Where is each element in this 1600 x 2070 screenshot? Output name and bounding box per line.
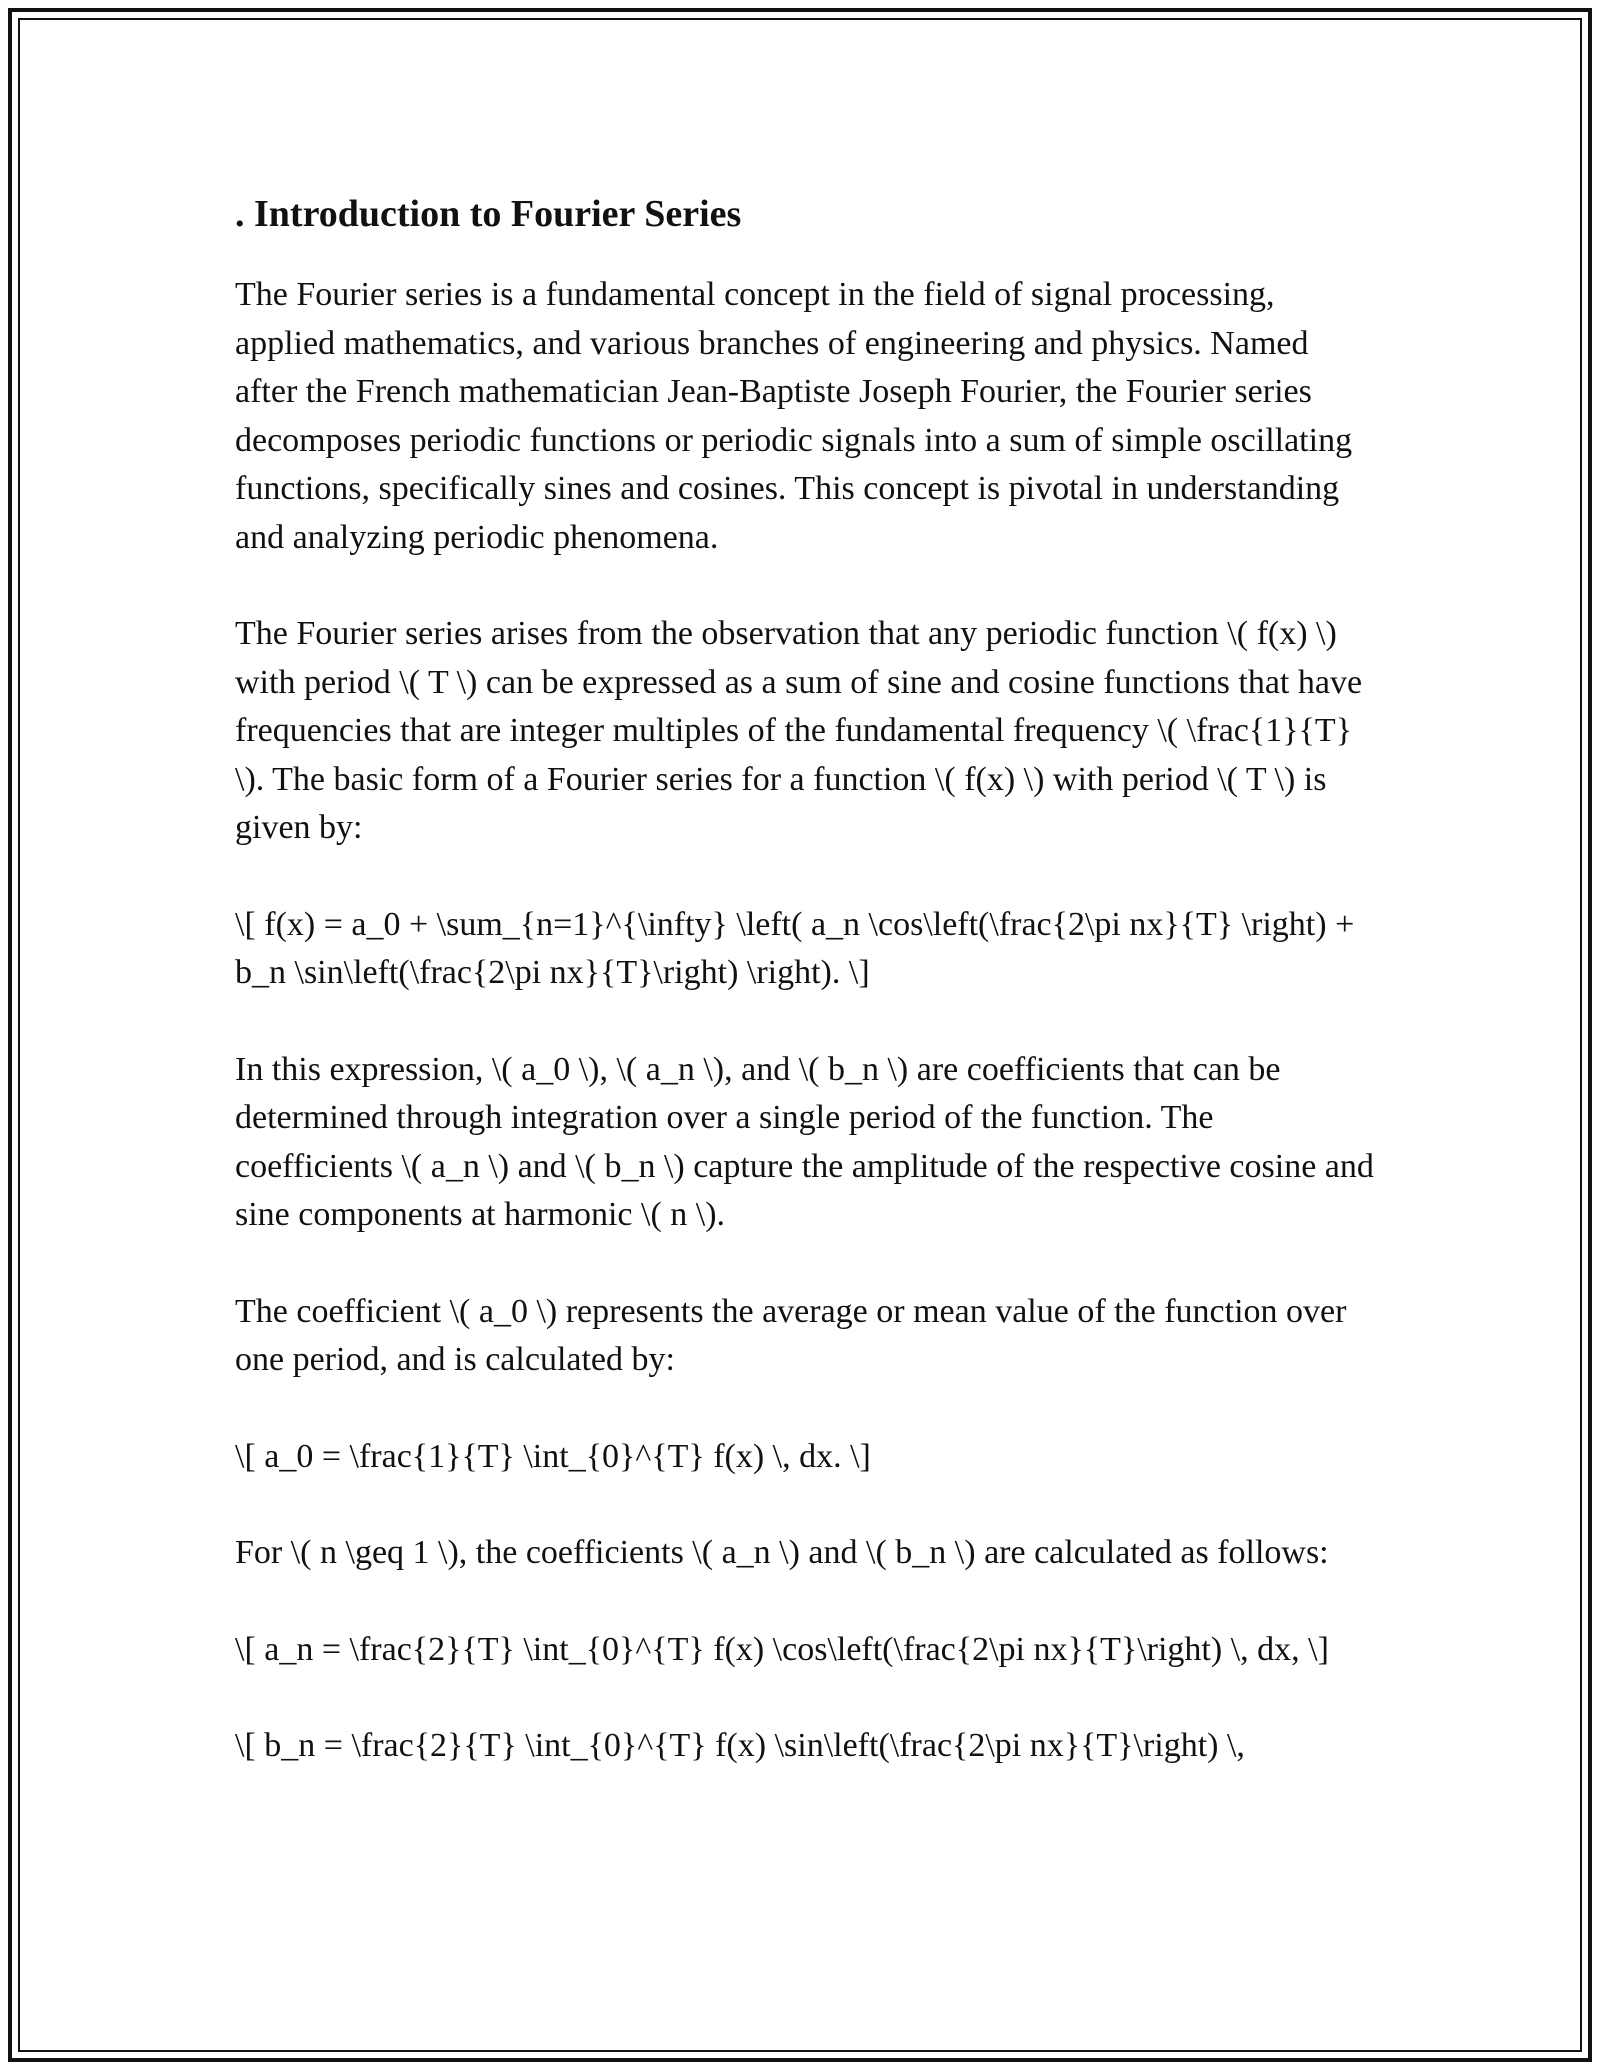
equation-fourier-series: \[ f(x) = a_0 + \sum_{n=1}^{\infty} \left( a_n \cos\left(\frac{2\pi nx}{T} \right) + b_n \sin\left(\frac{2\pi nx}{T}\right) \right). \] <box>235 905 1355 991</box>
paragraph-a0: The coefficient \( a_0 \) represents the average or mean value of the function over one period, and is calculated by: <box>235 1292 1347 1378</box>
paragraph-intro: The Fourier series is a fundamental concept in the field of signal processing, applied mathematics, and various branches of engineering and physics. Named after the French mathematician Jean-Baptiste Joseph Fourier, the Fourier series decomposes periodic functions or periodic signals into a sum of simple oscillating functions, specifically sines and cosines. This concept is pivotal in understanding and analyzing periodic phenomena. <box>235 276 1353 556</box>
paragraph-definition: The Fourier series arises from the observation that any periodic function \( f(x) \) with period \( T \) can be expressed as a sum of sine and cosine functions that have frequencies that are integer multiples of the fundamental frequency \( \frac{1}{T} \). The basic form of a Fourier series for a function \( f(x) \) with period \( T \) is given by: <box>235 615 1363 846</box>
document-body <box>235 185 1375 1819</box>
section-heading: . Introduction to Fourier Series <box>235 193 742 235</box>
paragraph-an-bn: For \( n \geq 1 \), the coefficients \( a_n \) and \( b_n \) are calculated as follows: <box>235 1534 1329 1571</box>
equation-bn: \[ b_n = \frac{2}{T} \int_{0}^{T} f(x) \sin\left(\frac{2\pi nx}{T}\right) \, <box>235 1727 1245 1764</box>
equation-an: \[ a_n = \frac{2}{T} \int_{0}^{T} f(x) \cos\left(\frac{2\pi nx}{T}\right) \, dx, \] <box>235 1630 1329 1668</box>
paragraph-coefficients: In this expression, \( a_0 \), \( a_n \), and \( b_n \) are coefficients that can be determined through integration over a single period of the function. The coefficients \( a_n \) and \( b_n \) capture the amplitude of the respective cosine and sine components at harmonic \( n \). <box>235 1050 1374 1233</box>
equation-a0: \[ a_0 = \frac{1}{T} \int_{0}^{T} f(x) \, dx. \] <box>235 1437 871 1475</box>
